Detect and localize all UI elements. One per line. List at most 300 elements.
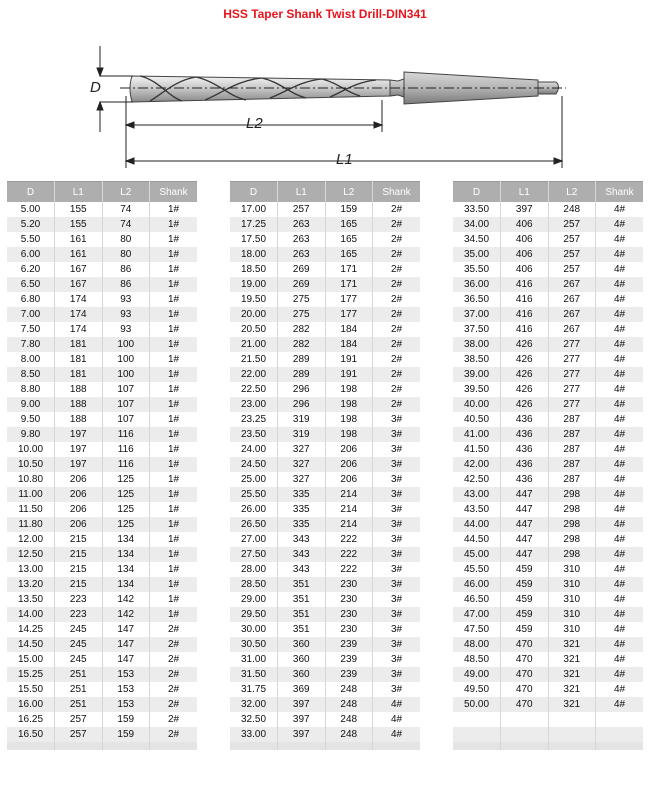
table-cell: 14.50 [7, 637, 55, 652]
table-cell: 31.50 [230, 667, 278, 682]
table-row [7, 577, 197, 592]
table-cell: 31.75 [230, 682, 278, 697]
table-cell: 298 [548, 532, 596, 547]
table-cell: 10.00 [7, 442, 55, 457]
table-cell: 1# [150, 547, 198, 562]
table-cell: 267 [548, 292, 596, 307]
table-cell: 7.50 [7, 322, 55, 337]
table-row [230, 427, 420, 442]
table-cell: 248 [325, 727, 373, 742]
table-cell: 38.50 [453, 352, 501, 367]
drill-flute-body [130, 76, 390, 102]
table-row [7, 217, 197, 232]
table-cell: 310 [548, 577, 596, 592]
table-cell: 14.25 [7, 622, 55, 637]
table-cell: 86 [102, 277, 150, 292]
table-cell: 351 [278, 622, 326, 637]
table-cell: 470 [501, 682, 549, 697]
table-cell: 100 [102, 367, 150, 382]
table-cell: 39.50 [453, 382, 501, 397]
table-row [230, 292, 420, 307]
table-row [453, 277, 643, 292]
table-cell: 277 [548, 397, 596, 412]
table-row [230, 397, 420, 412]
table-cell: 206 [325, 457, 373, 472]
table-cell: 153 [102, 682, 150, 697]
table-cell: 125 [102, 487, 150, 502]
table-cell: 447 [501, 487, 549, 502]
table-cell: 6.20 [7, 262, 55, 277]
table-cell: 321 [548, 637, 596, 652]
table-cell: 23.00 [230, 397, 278, 412]
table-row [7, 352, 197, 367]
table-cell: 2# [373, 202, 421, 217]
table-cell: 351 [278, 607, 326, 622]
table-cell: 174 [55, 292, 103, 307]
table-cell: 6.00 [7, 247, 55, 262]
table-cell: 248 [325, 682, 373, 697]
table-cell: 4# [596, 502, 644, 517]
table-cell: 310 [548, 562, 596, 577]
table-cell: 327 [278, 472, 326, 487]
table-row [7, 307, 197, 322]
table-cell: 41.00 [453, 427, 501, 442]
table-cell: 18.00 [230, 247, 278, 262]
table-cell: 360 [278, 637, 326, 652]
table-row [453, 382, 643, 397]
table-cell: 343 [278, 562, 326, 577]
col-header-l1: L1 [55, 182, 103, 203]
table-cell: 206 [55, 517, 103, 532]
table-cell: 263 [278, 217, 326, 232]
table-cell: 321 [548, 652, 596, 667]
table-row [230, 232, 420, 247]
col-header-l1: L1 [501, 182, 549, 203]
table-cell: 24.50 [230, 457, 278, 472]
table-cell: 287 [548, 457, 596, 472]
table-cell: 214 [325, 487, 373, 502]
table-cell: 447 [501, 517, 549, 532]
table-cell: 27.00 [230, 532, 278, 547]
table-cell: 1# [150, 397, 198, 412]
table-cell: 257 [55, 712, 103, 727]
table-row [453, 502, 643, 517]
table-cell: 181 [55, 352, 103, 367]
table-cell: 251 [55, 697, 103, 712]
table-cell: 426 [501, 382, 549, 397]
table-cell: 161 [55, 232, 103, 247]
table-cell: 360 [278, 652, 326, 667]
table-row [7, 532, 197, 547]
table-cell: 107 [102, 382, 150, 397]
table-row [453, 412, 643, 427]
table-cell: 287 [548, 442, 596, 457]
table-cell: 142 [102, 592, 150, 607]
table-cell: 436 [501, 457, 549, 472]
table-row [7, 247, 197, 262]
table-cell: 45.50 [453, 562, 501, 577]
table-cell: 459 [501, 562, 549, 577]
table-cell: 134 [102, 547, 150, 562]
table-cell: 153 [102, 697, 150, 712]
table-cell: 20.50 [230, 322, 278, 337]
table-cell: 197 [55, 427, 103, 442]
table-cell: 319 [278, 412, 326, 427]
table-cell: 22.50 [230, 382, 278, 397]
table-cell: 23.25 [230, 412, 278, 427]
table-cell: 74 [102, 217, 150, 232]
table-cell: 29.00 [230, 592, 278, 607]
table-row [7, 457, 197, 472]
table-row [230, 307, 420, 322]
table-cell: 1# [150, 592, 198, 607]
table-cell: 4# [596, 292, 644, 307]
table-cell: 17.50 [230, 232, 278, 247]
table-cell: 426 [501, 352, 549, 367]
table-cell: 459 [501, 622, 549, 637]
table-cell: 416 [501, 292, 549, 307]
table-cell: 397 [278, 697, 326, 712]
table-row [453, 397, 643, 412]
table-cell: 46.50 [453, 592, 501, 607]
table-cell: 15.50 [7, 682, 55, 697]
table-cell: 107 [102, 397, 150, 412]
label-l2: L2 [246, 115, 263, 132]
table-cell: 4# [596, 202, 644, 217]
table-cell: 459 [501, 607, 549, 622]
table-cell: 32.50 [230, 712, 278, 727]
table-cell: 125 [102, 517, 150, 532]
table-cell: 4# [596, 607, 644, 622]
table-cell: 2# [373, 322, 421, 337]
table-row [453, 622, 643, 637]
table-cell: 277 [548, 337, 596, 352]
table-row [7, 427, 197, 442]
table-row [7, 652, 197, 667]
table-footer-cell [548, 742, 596, 750]
table-cell: 282 [278, 322, 326, 337]
table-cell: 1# [150, 292, 198, 307]
table-cell: 36.50 [453, 292, 501, 307]
table-cell: 153 [102, 667, 150, 682]
table-cell: 335 [278, 487, 326, 502]
table-cell: 282 [278, 337, 326, 352]
table-cell: 46.00 [453, 577, 501, 592]
table-row [453, 607, 643, 622]
table-cell: 267 [548, 322, 596, 337]
table-cell: 3# [373, 487, 421, 502]
table-cell: 4# [596, 682, 644, 697]
table-cell: 28.50 [230, 577, 278, 592]
table-row [7, 712, 197, 727]
table-cell: 1# [150, 427, 198, 442]
table-cell: 321 [548, 682, 596, 697]
table-cell: 1# [150, 517, 198, 532]
col-header-shank: Shank [150, 182, 198, 203]
table-cell: 16.00 [7, 697, 55, 712]
table-cell: 416 [501, 277, 549, 292]
table-row [230, 457, 420, 472]
table-cell: 26.00 [230, 502, 278, 517]
table-cell: 134 [102, 577, 150, 592]
table-cell: 459 [501, 577, 549, 592]
table-cell: 397 [501, 202, 549, 217]
table-cell: 3# [373, 622, 421, 637]
table-footer-cell [373, 742, 421, 750]
table-cell: 4# [596, 412, 644, 427]
table-cell: 48.50 [453, 652, 501, 667]
table-cell: 134 [102, 532, 150, 547]
table-row [230, 547, 420, 562]
table-cell: 4# [596, 622, 644, 637]
table-cell: 3# [373, 637, 421, 652]
table-cell: 335 [278, 517, 326, 532]
table-cell: 2# [150, 712, 198, 727]
label-l1: L1 [336, 151, 353, 168]
table-row [230, 262, 420, 277]
table-row [453, 352, 643, 367]
table-row [453, 667, 643, 682]
table-cell: 321 [548, 697, 596, 712]
table-cell: 1# [150, 352, 198, 367]
table-cell: 49.50 [453, 682, 501, 697]
table-cell: 42.00 [453, 457, 501, 472]
table-cell: 426 [501, 367, 549, 382]
table-cell: 42.50 [453, 472, 501, 487]
table-cell: 171 [325, 277, 373, 292]
table-row [7, 337, 197, 352]
table-cell: 147 [102, 637, 150, 652]
table-cell: 4# [596, 247, 644, 262]
table-cell: 245 [55, 652, 103, 667]
table-cell: 38.00 [453, 337, 501, 352]
table-cell: 142 [102, 607, 150, 622]
table-cell: 351 [278, 577, 326, 592]
table-cell: 1# [150, 607, 198, 622]
table-cell: 24.00 [230, 442, 278, 457]
table-cell: 161 [55, 247, 103, 262]
table-row [230, 472, 420, 487]
table-cell: 9.80 [7, 427, 55, 442]
table-cell: 4# [596, 652, 644, 667]
table-row [453, 337, 643, 352]
table-cell: 3# [373, 547, 421, 562]
table-cell: 4# [596, 262, 644, 277]
table-cell: 5.00 [7, 202, 55, 217]
table-cell: 40.50 [453, 412, 501, 427]
table-cell: 2# [373, 367, 421, 382]
table-cell: 15.00 [7, 652, 55, 667]
table-cell: 1# [150, 412, 198, 427]
table-cell: 406 [501, 217, 549, 232]
table-cell: 1# [150, 472, 198, 487]
table-cell: 397 [278, 712, 326, 727]
table-cell: 3# [373, 532, 421, 547]
table-cell: 44.00 [453, 517, 501, 532]
table-cell: 4# [596, 217, 644, 232]
table-cell: 4# [596, 307, 644, 322]
table-cell: 406 [501, 247, 549, 262]
table-row [7, 292, 197, 307]
table-cell: 257 [548, 232, 596, 247]
table-cell: 296 [278, 397, 326, 412]
table-cell: 19.00 [230, 277, 278, 292]
table-footer-row [230, 742, 420, 750]
size-table-1 [7, 181, 197, 750]
table-cell: 1# [150, 502, 198, 517]
table-cell: 188 [55, 397, 103, 412]
table-cell: 165 [325, 247, 373, 262]
table-cell: 33.50 [453, 202, 501, 217]
table-row [230, 682, 420, 697]
table-cell: 20.00 [230, 307, 278, 322]
table-footer-cell [596, 742, 644, 750]
table-row [230, 487, 420, 502]
table-cell: 12.50 [7, 547, 55, 562]
table-cell: 267 [548, 277, 596, 292]
table-cell: 2# [150, 637, 198, 652]
table-cell: 215 [55, 562, 103, 577]
table-cell: 191 [325, 352, 373, 367]
table-cell: 9.00 [7, 397, 55, 412]
table-cell: 3# [373, 577, 421, 592]
table-cell: 2# [373, 217, 421, 232]
table-cell: 43.00 [453, 487, 501, 502]
table-cell: 14.00 [7, 607, 55, 622]
table-cell: 1# [150, 487, 198, 502]
table-cell: 1# [150, 202, 198, 217]
table-row [230, 712, 420, 727]
table-cell: 1# [150, 367, 198, 382]
table-cell: 174 [55, 322, 103, 337]
table-cell: 215 [55, 532, 103, 547]
table-cell: 3# [373, 412, 421, 427]
table-row [7, 232, 197, 247]
label-d: D [90, 79, 101, 96]
table-cell: 206 [55, 502, 103, 517]
table-cell: 9.50 [7, 412, 55, 427]
table-cell: 343 [278, 547, 326, 562]
table-cell: 3# [373, 607, 421, 622]
table-cell: 198 [325, 397, 373, 412]
table-cell: 230 [325, 607, 373, 622]
table-cell: 319 [278, 427, 326, 442]
table-cell: 2# [150, 667, 198, 682]
table-footer-row [453, 742, 643, 750]
table-cell: 2# [150, 652, 198, 667]
table-cell: 100 [102, 337, 150, 352]
table-footer-cell [325, 742, 373, 750]
table-cell: 3# [373, 517, 421, 532]
table-row [230, 592, 420, 607]
table-row [230, 727, 420, 742]
table-footer-cell [150, 742, 198, 750]
table-cell: 155 [55, 202, 103, 217]
table-cell: 18.50 [230, 262, 278, 277]
table-cell: 45.00 [453, 547, 501, 562]
table-cell [501, 712, 549, 727]
table-row [453, 682, 643, 697]
table-cell: 296 [278, 382, 326, 397]
table-cell: 251 [55, 682, 103, 697]
col-header-d: D [7, 182, 55, 203]
table-cell: 416 [501, 322, 549, 337]
table-cell: 25.00 [230, 472, 278, 487]
table-footer-row [7, 742, 197, 750]
table-cell: 215 [55, 577, 103, 592]
table-row [453, 547, 643, 562]
table-cell: 275 [278, 307, 326, 322]
table-cell: 155 [55, 217, 103, 232]
table-cell: 277 [548, 382, 596, 397]
table-row [7, 682, 197, 697]
table-cell: 257 [278, 202, 326, 217]
table-cell: 426 [501, 397, 549, 412]
size-table-2 [230, 181, 420, 750]
table-cell: 21.50 [230, 352, 278, 367]
table-cell: 248 [548, 202, 596, 217]
table-cell: 248 [325, 697, 373, 712]
table-cell: 4# [596, 442, 644, 457]
table-cell: 25.50 [230, 487, 278, 502]
table-cell: 223 [55, 607, 103, 622]
table-cell: 4# [596, 577, 644, 592]
table-cell: 31.00 [230, 652, 278, 667]
table-row [7, 397, 197, 412]
table-row [453, 262, 643, 277]
table-cell: 267 [548, 307, 596, 322]
table-cell: 6.50 [7, 277, 55, 292]
table-row [453, 442, 643, 457]
table-cell: 159 [102, 727, 150, 742]
table-row [453, 202, 643, 217]
table-cell: 245 [55, 622, 103, 637]
table-row [453, 427, 643, 442]
table-cell: 327 [278, 457, 326, 472]
table-cell [453, 727, 501, 742]
table-cell: 397 [278, 727, 326, 742]
table-cell: 165 [325, 232, 373, 247]
table-row [7, 202, 197, 217]
table-cell: 10.50 [7, 457, 55, 472]
table-cell: 2# [373, 337, 421, 352]
table-cell: 27.50 [230, 547, 278, 562]
size-table-3 [453, 181, 643, 750]
table-cell: 287 [548, 427, 596, 442]
table-cell: 4# [596, 277, 644, 292]
table-cell: 206 [325, 442, 373, 457]
table-row [230, 277, 420, 292]
table-cell: 3# [373, 472, 421, 487]
col-header-d: D [230, 182, 278, 203]
table-row [453, 652, 643, 667]
table-row [7, 667, 197, 682]
table-cell: 37.50 [453, 322, 501, 337]
table-row [453, 517, 643, 532]
table-cell: 1# [150, 232, 198, 247]
table-cell: 447 [501, 547, 549, 562]
table-cell: 1# [150, 382, 198, 397]
table-footer-cell [501, 742, 549, 750]
table-row [7, 382, 197, 397]
table-footer-cell [278, 742, 326, 750]
table-row [453, 487, 643, 502]
table-cell: 3# [373, 592, 421, 607]
table-cell: 125 [102, 502, 150, 517]
table-cell: 2# [150, 697, 198, 712]
table-cell: 159 [102, 712, 150, 727]
table-cell: 198 [325, 382, 373, 397]
